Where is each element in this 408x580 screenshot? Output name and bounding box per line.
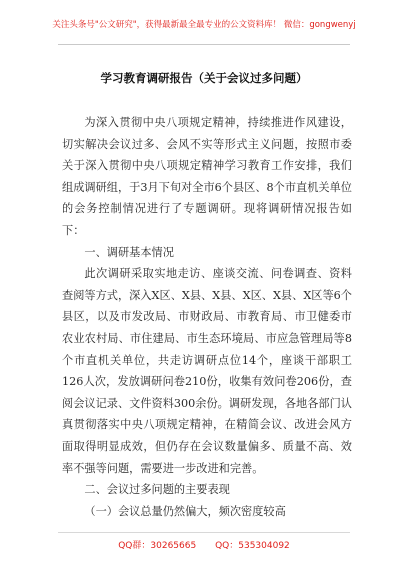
intro-paragraph: 为深入贯彻中央八项规定精神，持续推进作风建设，切实解决会议过多、会风不实等形式主义问题，按照市委关于深入贯彻中央八项规定精神学习教育工作安排，我们组成调研组，于3月下旬对全市6个县区、8个市直机关单位的会务控制情况进行了专题调研。现将调研情况报告如下： — [62, 116, 352, 237]
promo-banner: 关注头条号"公文研究"，获得最新最全最专业的公文资料库！ 微信：gongwenyj — [52, 20, 356, 30]
section-heading-1: 一、调研基本情况 — [84, 245, 174, 259]
footer-contacts — [0, 538, 408, 551]
header-divider — [58, 44, 350, 45]
subsection-heading-1: （一）会议总量仍然偏大，频次密度较高 — [84, 504, 286, 518]
document-body — [62, 112, 352, 522]
footer-divider — [58, 532, 350, 533]
section-heading-2: 二、会议过多问题的主要表现 — [84, 483, 230, 497]
section-1-paragraph: 此次调研采取实地走访、座谈交流、问卷调查、资料查阅等方式，深入X区、X县、X县、X区、X县、X区等6个县区，以及市发改局、市财政局、市教育局、市卫健委市农业农村局、市住建局、市生态环境局、市应急管理局等8个市直机关单位，共走访调研点位14个，座谈干部职工126人次，发放调研问卷210份，收集有效问卷206份，查阅会议记录、文件资料300余份。调研发现，各地各部门认真贯彻落实中央八项规定精神，在精简会议、改进会风方面取得明显成效，但仍存在会议数量偏多、质量不高、效率不强等问题，需要进一步改进和完善。 — [62, 267, 352, 475]
document-title: 学习教育调研报告（关于会议过多问题） — [100, 71, 308, 85]
qq-group: QQ群：30265665 — [118, 541, 197, 551]
qq-number: QQ：535304092 — [215, 541, 290, 551]
